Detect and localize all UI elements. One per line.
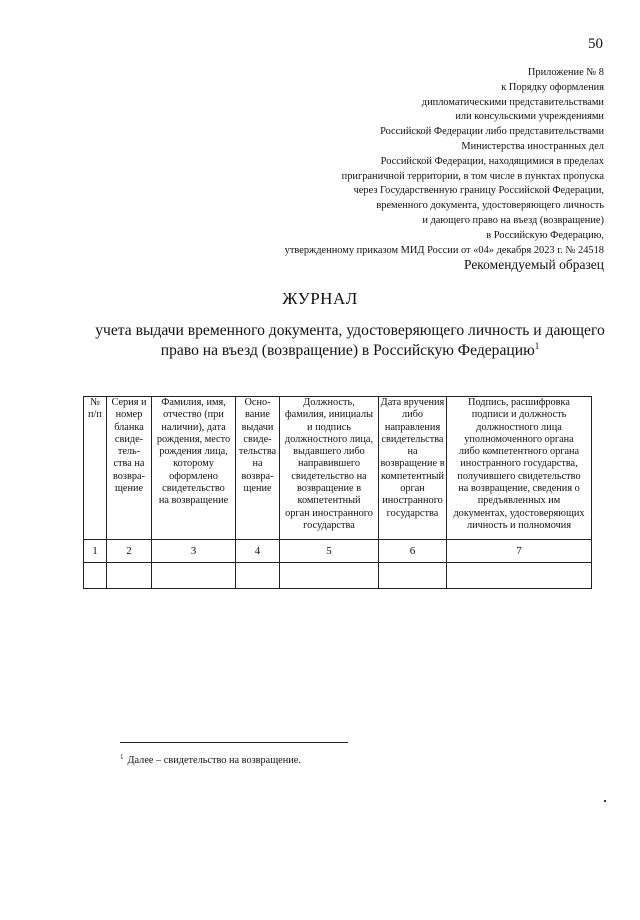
appendix-line: через Государственную границу Российской Федерации, xyxy=(353,185,604,197)
header-text-line: и подпись xyxy=(307,421,351,433)
header-text-line: предъявленных им xyxy=(477,495,561,507)
appendix-line: Российской Федерации, находящимися в пределах xyxy=(380,155,604,167)
appendix-line: временного документа, удостоверяющего личность xyxy=(376,200,604,212)
header-cell-4 xyxy=(236,397,280,540)
column-number: 1 xyxy=(84,540,107,563)
header-text-line: возвращение в xyxy=(380,458,445,470)
header-text-line: которому xyxy=(173,458,214,470)
appendix-line: Российской Федерации либо представительствами xyxy=(380,126,604,138)
column-number: 6 xyxy=(379,540,447,563)
column-number: 5 xyxy=(280,540,379,563)
header-text-line: иностранного государства, xyxy=(460,458,578,470)
empty-cell[interactable] xyxy=(84,563,107,589)
footnote xyxy=(120,752,301,766)
header-cell-2 xyxy=(107,397,152,540)
header-text-line: Дата вручения xyxy=(380,397,445,408)
header-text-line: компетентный xyxy=(380,470,445,482)
column-number-row xyxy=(84,540,592,563)
header-text-line: бланка xyxy=(114,421,144,433)
header-text-line: выдачи xyxy=(241,421,274,433)
empty-cell[interactable] xyxy=(447,563,592,589)
header-row xyxy=(84,397,592,540)
header-text-line: свидетельства xyxy=(381,433,444,445)
appendix-header xyxy=(224,66,604,258)
column-number: 4 xyxy=(236,540,280,563)
empty-cell[interactable] xyxy=(236,563,280,589)
header-text-line: орган xyxy=(400,483,425,495)
header-text-line: свидетельство на xyxy=(291,470,367,482)
appendix-line: дипломатическими представительствами xyxy=(421,96,604,108)
header-text-line: возвращение в xyxy=(296,483,362,495)
scan-speck xyxy=(604,800,606,802)
header-text-line: № xyxy=(90,397,100,408)
header-text-line: выдавшего либо xyxy=(293,446,365,458)
header-text-line: государства xyxy=(303,519,355,531)
footnote-text: Далее – свидетельство на возвращение. xyxy=(127,755,301,766)
empty-cell[interactable] xyxy=(107,563,152,589)
header-text-line: номер xyxy=(115,409,143,421)
footnote-reference: 1 xyxy=(534,340,540,351)
header-text-line: должностного лица xyxy=(476,421,562,433)
header-text-line: Должность, xyxy=(303,397,355,408)
subtitle-line-2 xyxy=(60,341,640,361)
empty-table-row xyxy=(84,563,592,589)
header-cell-6 xyxy=(379,397,447,540)
sample-note: Рекомендуемый образец xyxy=(463,257,604,272)
footnote-marker: 1 xyxy=(120,752,124,761)
header-text-line: орган иностранного xyxy=(285,507,373,519)
header-text-line: щение xyxy=(114,483,144,495)
header-text-line: отчество (при xyxy=(163,409,224,421)
header-text-line: государства xyxy=(386,507,439,519)
header-text-line: иностранного xyxy=(382,495,443,507)
column-number: 3 xyxy=(152,540,236,563)
header-text-line: на xyxy=(252,458,263,470)
header-text-line: документах, удостоверяющих xyxy=(453,507,585,519)
header-text-line: оформлено xyxy=(169,470,218,482)
header-text-line: компетентный xyxy=(297,495,361,507)
header-text-line: рождения, место xyxy=(156,433,231,445)
appendix-line: приграничной территории, в том числе в пунктах пропуска xyxy=(341,170,604,182)
header-text-line: тельства xyxy=(238,446,277,458)
header-text-line: на xyxy=(407,446,418,458)
appendix-line: Министерства иностранных дел xyxy=(461,140,604,152)
empty-cell[interactable] xyxy=(152,563,236,589)
column-number: 2 xyxy=(107,540,152,563)
header-text-line: свидетельство xyxy=(162,483,225,495)
header-text-line: направления xyxy=(384,421,441,433)
appendix-line: Приложение № 8 xyxy=(527,67,604,78)
header-text-line: на возвращение, сведения о xyxy=(458,483,580,495)
appendix-line: и дающего право на въезд (возвращение) xyxy=(422,214,604,226)
page-number: 50 xyxy=(588,36,603,52)
document-title: ЖУРНАЛ xyxy=(282,289,358,308)
appendix-line: или консульскими учреждениями xyxy=(455,111,604,123)
footnote-divider xyxy=(120,742,348,743)
header-text-line: либо xyxy=(401,409,424,421)
subtitle-line-1: учета выдачи временного документа, удостоверяющего личность и дающего xyxy=(95,322,605,339)
appendix-line: в Российскую Федерацию, xyxy=(486,229,604,241)
header-text-line: п/п xyxy=(88,409,102,421)
header-text-line: наличии), дата xyxy=(161,421,226,433)
header-text-line: либо компетентного органа xyxy=(458,446,580,458)
appendix-line: утвержденному приказом МИД России от «04» декабря 2023 г. № 24518 xyxy=(284,244,604,256)
header-text-line: Осно- xyxy=(244,397,271,408)
header-text-line: вание xyxy=(245,409,270,421)
header-text-line: свиде- xyxy=(243,433,272,445)
column-number: 7 xyxy=(447,540,592,563)
header-text-line: фамилия, инициалы xyxy=(284,409,374,421)
header-text-line: рождения лица, xyxy=(159,446,228,458)
document-subtitle xyxy=(60,321,640,360)
header-text-line: возвра- xyxy=(241,470,274,482)
header-text-line: Фамилия, имя, xyxy=(161,397,226,408)
header-text-line: щение xyxy=(243,483,272,495)
journal-table xyxy=(83,396,592,589)
header-text-line: тель- xyxy=(117,446,141,458)
header-cell-3 xyxy=(152,397,236,540)
header-text-line: на возвращение xyxy=(158,495,229,507)
header-text-line: ства на xyxy=(113,458,145,470)
header-text-line: подписи и должность xyxy=(471,409,567,421)
header-text-line: возвра- xyxy=(112,470,146,482)
subtitle-line-2-text: право на въезд (возвращение) в Российскую Федерацию xyxy=(160,341,535,359)
empty-cell[interactable] xyxy=(379,563,447,589)
header-text-line: свиде- xyxy=(114,433,144,445)
header-cell-5 xyxy=(280,397,379,540)
header-text-line: получившего свидетельство xyxy=(457,470,581,482)
header-cell-1 xyxy=(84,397,107,540)
header-text-line: уполномоченного органа xyxy=(464,433,574,445)
header-cell-7 xyxy=(447,397,592,540)
header-text-line: должностного лица, xyxy=(284,433,374,445)
header-text-line: Серия и xyxy=(111,397,147,408)
header-text-line: Подпись, расшифровка xyxy=(468,397,570,408)
empty-cell[interactable] xyxy=(280,563,379,589)
header-text-line: направившего xyxy=(297,458,361,470)
header-text-line: личность и полномочия xyxy=(466,519,572,531)
appendix-line: к Порядку оформления xyxy=(501,81,604,93)
